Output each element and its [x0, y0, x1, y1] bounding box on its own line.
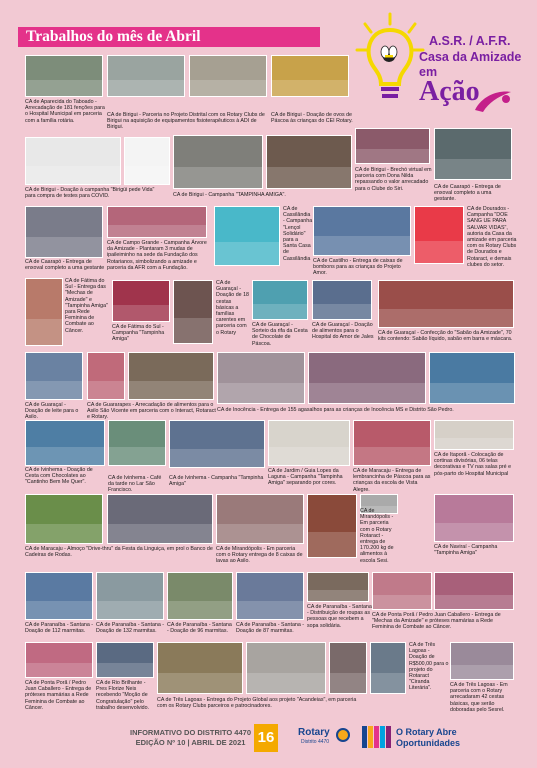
photo [169, 420, 265, 468]
photo [107, 206, 207, 238]
footer-line-2: EDIÇÃO Nº 10 | ABRIL DE 2021 [135, 738, 246, 747]
logo-line-4: Ação [419, 76, 480, 107]
caption: CA de Guaraçaí - Sorteio da rifa da Cesta de Chocolate de Páscoa. [252, 322, 308, 347]
photo [214, 206, 280, 266]
caption: CA de Campo Grande - Campanha Árvore da Amizade - Plantaram 3 mudas de ipaileiminho na sede da Fundação dos Rotarianos, simbolizando a amizade e parceria da AFR com a Fundação. [107, 240, 207, 271]
color-bars-icon [362, 726, 390, 748]
logo-line-3: em [419, 65, 438, 79]
caption: CA de Birigui - Doação de ovos de Páscoa às crianças do CEI Rotary. [271, 112, 353, 125]
photo [173, 135, 263, 189]
photo [108, 420, 166, 466]
caption: CA de Inocência - Entrega de 155 agasalhos para as crianças de Inocência MS e Distrito São Pedro. [217, 407, 454, 413]
photo [107, 494, 213, 544]
caption: CA de Guaraçaí - Confecção do "Sabão da Amizade", 70 kits contendo: Sabão líquido, sabão em barra e máscara. [378, 330, 513, 343]
photo [173, 280, 213, 344]
photo [96, 642, 154, 678]
photo [434, 572, 514, 610]
footer [0, 722, 537, 768]
photo [271, 55, 349, 97]
caption: CA de Cassilândia - Campanha "Lençol Solidário" para a Santa Casa de Cassilândia [283, 206, 313, 262]
caption: CA de Três Lagoas - Em parceria com o Rotary arrecadaram 42 cestas básicas, que serão doboradas pelo Sesrel. [450, 682, 508, 713]
lightbulb-icon [355, 12, 425, 112]
page-title: Trabalhos do mês de Abril [26, 28, 201, 45]
photo [25, 494, 103, 544]
photo [157, 642, 243, 694]
caption: CA de Dourados - Campanha "DOE SANG UE PARA SALVAR VIDAS", autoria da Casa da amizade em parceria com os Rotary Clubs de Dourados e Rotaract, e demais clubes do setor. [467, 206, 517, 268]
caption: CA de Rio Brilhante - Pres Florize Neis recebendo "Moção de Congratulação" pelo trabalho desenvolvido. [96, 680, 150, 711]
caption: CA de Paranaíba - Santana - Distribuição de roupas as pessoas que recebem a sopa solidária. [307, 604, 372, 629]
photo [268, 420, 350, 466]
photo [450, 642, 514, 680]
caption: CA de Paranaíba - Santana - Doação de 96 marmitas. [167, 622, 232, 635]
photo [25, 420, 105, 466]
caption: CA de Naviraí - Campanha "Tampinha Amiga" [434, 544, 498, 557]
photo [355, 128, 430, 164]
photo [434, 420, 514, 450]
photo [378, 280, 514, 328]
photo [217, 352, 305, 404]
caption: CA de Paranaíba - Santana - Doação de 112 marmitas. [25, 622, 94, 635]
rotary-wordmark: Rotary [298, 727, 330, 738]
photo [329, 642, 367, 694]
photo [87, 352, 125, 400]
photo [266, 135, 352, 189]
swoosh-icon [473, 88, 513, 114]
photo [246, 642, 326, 694]
caption: CA de Castilho - Entrega de caixas de bombons para as crianças do Projeto Amor. [313, 258, 403, 277]
title-banner [18, 27, 320, 47]
caption: CA de Guararapes - Arrecadação de alimentos para o Asilo São Vicente em parceria com o Interact, Rotaract e Rotary. [87, 402, 216, 421]
caption: CA de Itaporã - Colocação de cortinas divisórias, 06 telas decorativas e TV nas salas pré e pós-parto do Hospital Municipal [434, 452, 512, 477]
photo [429, 352, 515, 404]
caption: CA de Paranaíba - Santana - Doação de 87 marmitas. [236, 622, 305, 635]
caption: CA de Caarapó - Entrega de enxoval completo a uma gestante [25, 259, 105, 272]
rotary-opens-opportunities [396, 727, 460, 749]
caption: CA de Ivinhema - Campanha "Tampinha Amiga" [169, 475, 264, 488]
casa-da-amizade-logo [355, 4, 522, 124]
caption: CA de Ivinhema - Doação de Cesta com Chocolates ao "Cantinho Bem Me Quer". [25, 467, 93, 486]
caption: CA de Jardim / Guia Lopes da Laguna - Campanha "Tampinha Amiga" separando por cores. [268, 468, 343, 487]
caption: CA de Guaraçaí - Doação de leite para o Asilo. [25, 402, 79, 421]
caption: CA de Ponta Porã / Pedro Juan Caballero - Entrega de "Mechas da Amizade" e próteses mamárias a Rede Feminina de Combate ao Câncer. [372, 612, 501, 631]
caption: CA de Três Lagoas - Doação de R$500,00 para o projeto do Rotaract "Ciranda Literária". [409, 642, 449, 692]
photo [112, 280, 170, 322]
district-label: Distrito 4470 [301, 739, 330, 745]
photo [25, 642, 93, 678]
caption: CA de Mirandópolis - Em parceria com o Rotary Rotaract - entrega de 170.200 kg de alimentos à escola Sesi. [360, 508, 394, 564]
photo [307, 572, 369, 602]
photo [372, 572, 432, 610]
caption: CA de Maracaju - Entrega de lembrancinha de Páscoa para as crianças da escola de Vista Alegre. [353, 468, 431, 493]
photo [216, 494, 304, 544]
photo [307, 494, 357, 558]
page-number: 16 [254, 724, 278, 752]
photo [96, 572, 164, 620]
photo [25, 206, 103, 258]
photo [236, 572, 304, 620]
caption: CA de Ponta Porã / Pedro Juan Caballero - Entrega de próteses mamárias a Rede Feminina de Combate ao Câncer. [25, 680, 92, 711]
photo [308, 352, 426, 404]
photo [25, 352, 83, 400]
photo [414, 206, 464, 264]
photo [25, 137, 121, 185]
photo [25, 55, 103, 97]
caption: CA de Birigui - Brechó virtual em parceria com Dona Nilda repassando o valor arrecadado para o Clube do Siri. [355, 167, 432, 192]
caption: CA de Birigui - Campanha "TAMPINHA AMIGA". [173, 192, 286, 198]
photo [189, 55, 267, 97]
caption: CA de Fátima do Sul - Campanha "Tampinha Amiga" [112, 324, 165, 343]
caption: CA de Guaraçaí - Doação de alimentos para o Hospital do Amor de Jales [312, 322, 374, 341]
logo-line-1: A.S.R. / A.F.R. [429, 34, 511, 48]
caption: CA de Paranaíba - Santana - Doação de 132 marmitas. [96, 622, 165, 635]
caption: CA de Birigui - Doação à campanha "Birigüi pede Vida" para compra de testes para COVID. [25, 187, 155, 200]
caption: CA de Birigui - Parceria no Projeto Distrital com os Rotary Clubs de Birigui na aquisição de equipamentos fisioterapêuticos à ADI de Birigui. [107, 112, 265, 131]
caption: CA de Três Lagoas - Entrega do Projeto Global aos projeto "Acandeias", em parceria com os Rotary Clubs parceiros e patrocinadores. [157, 697, 357, 710]
caption: CA de Caarapó - Entrega de enxoval completo a uma gestante. [434, 184, 501, 203]
caption: CA de Fátima do Sul - Entrega das "Mechas de Amizade" e "Tampinha Amiga" para Rede Feminina de Combate ao Câncer. [65, 278, 108, 334]
photo [124, 137, 170, 185]
photo [312, 280, 372, 320]
photo [107, 55, 185, 97]
photo [128, 352, 214, 400]
caption: CA de Ivinhema - Café da tarde no Lar São Francisco. [108, 475, 162, 494]
photo [25, 278, 63, 346]
open-line-1: O Rotary Abre [396, 727, 457, 737]
photo [25, 572, 93, 620]
photo [434, 494, 514, 542]
footer-line-1: INFORMATIVO DO DISTRITO 4470 [130, 728, 251, 737]
logo-line-2: Casa da Amizade [419, 50, 522, 64]
photo [370, 642, 406, 694]
photo [167, 572, 233, 620]
rotary-wheel-icon [336, 728, 350, 742]
footer-info [130, 728, 251, 748]
photo [353, 420, 431, 466]
caption: CA de Aparecida do Taboado - Arrecadação de 181 fenções para o Hospital Municipal em parceria com a família rotária. [25, 99, 105, 124]
photo [252, 280, 308, 320]
photo [434, 128, 512, 180]
photo [313, 206, 411, 256]
open-line-2: Oportunidades [396, 738, 461, 748]
caption: CA de Maracaju - Almoço "Drive-thru" da Festa da Linguiça, em prol o Banco de Cadeiras de Rodas. [25, 546, 213, 559]
caption: CA de Mirandópolis - Em parceria com o Rotary entrega de 8 caixas de lavas ao Asilo. [216, 546, 303, 565]
caption: CA de Guaraçaí - Doação de 18 cestas básicas a famílias carentes em parceria com o Rotary [216, 280, 249, 336]
